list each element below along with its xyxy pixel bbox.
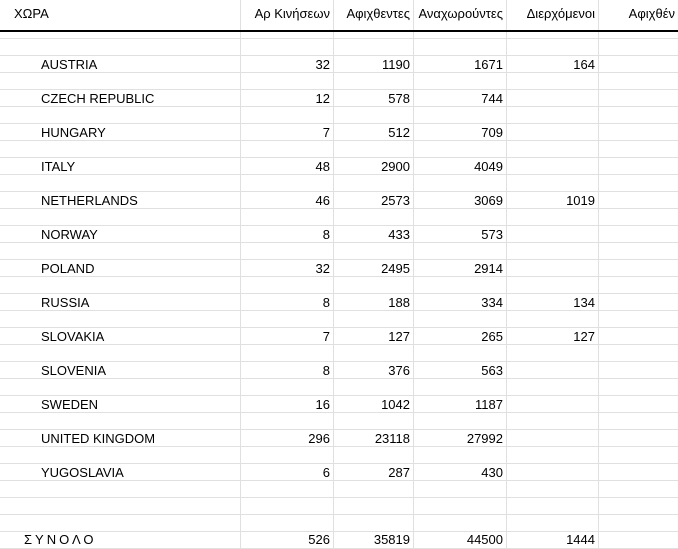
row-extra[interactable] [598, 328, 678, 345]
header-transit[interactable]: Διερχόμενοι [526, 6, 595, 21]
row-moves[interactable]: 16 [315, 397, 330, 412]
row-departed[interactable]: 709 [481, 125, 503, 140]
row-departed[interactable]: 3069 [474, 193, 503, 208]
row-country[interactable]: UNITED KINGDOM [41, 431, 156, 446]
row-departed[interactable]: 334 [481, 295, 503, 310]
row-arrived[interactable]: 188 [388, 295, 410, 310]
table-row [0, 260, 678, 277]
row-country[interactable]: ITALY [41, 159, 76, 174]
table-row [0, 294, 678, 311]
table-row [0, 124, 678, 141]
header-arrived[interactable]: Αφιχθεντες [346, 6, 410, 21]
row-transit[interactable]: 164 [573, 57, 595, 72]
row-moves[interactable]: 8 [322, 227, 330, 242]
row-country[interactable]: POLAND [41, 261, 95, 276]
row-transit[interactable]: 127 [573, 329, 595, 344]
row-extra[interactable] [598, 362, 678, 379]
row-transit[interactable]: 1019 [566, 193, 595, 208]
table-row [0, 362, 678, 379]
total-arrived[interactable]: 35819 [373, 532, 410, 547]
row-moves[interactable]: 6 [322, 465, 330, 480]
row-extra[interactable] [598, 90, 678, 107]
row-arrived[interactable]: 287 [388, 465, 410, 480]
total-moves[interactable]: 526 [308, 532, 330, 547]
row-moves[interactable]: 48 [315, 159, 330, 174]
row-country[interactable]: SWEDEN [41, 397, 99, 412]
total-label[interactable]: ΣΥΝΟΛΟ [24, 532, 97, 547]
row-transit[interactable] [506, 464, 598, 481]
row-arrived[interactable]: 376 [388, 363, 410, 378]
row-transit[interactable] [506, 90, 598, 107]
row-extra[interactable] [598, 56, 678, 73]
table-row [0, 328, 678, 345]
row-moves[interactable]: 12 [315, 91, 330, 106]
table-row [0, 226, 678, 243]
row-transit[interactable] [506, 260, 598, 277]
row-departed[interactable]: 563 [481, 363, 503, 378]
header-divider [0, 30, 678, 32]
header-country[interactable]: ΧΩΡΑ [14, 6, 49, 21]
total-departed[interactable]: 44500 [466, 532, 503, 547]
row-transit[interactable] [506, 430, 598, 447]
grid-row-line [0, 38, 678, 39]
row-country[interactable]: SLOVENIA [41, 363, 107, 378]
header-departed[interactable]: Αναχωρούντες [418, 6, 503, 21]
row-extra[interactable] [598, 464, 678, 481]
row-extra[interactable] [598, 124, 678, 141]
row-country[interactable]: HUNGARY [41, 125, 106, 140]
row-extra[interactable] [598, 260, 678, 277]
row-transit[interactable] [506, 124, 598, 141]
row-arrived[interactable]: 512 [388, 125, 410, 140]
total-row [0, 531, 678, 548]
row-transit[interactable]: 134 [573, 295, 595, 310]
row-departed[interactable]: 573 [481, 227, 503, 242]
row-arrived[interactable]: 23118 [374, 431, 410, 446]
row-moves[interactable]: 296 [308, 431, 330, 446]
grid-row-line [0, 514, 678, 515]
table-row [0, 396, 678, 413]
row-extra[interactable] [598, 396, 678, 413]
row-extra[interactable] [598, 294, 678, 311]
row-country[interactable]: NETHERLANDS [41, 193, 138, 208]
row-arrived[interactable]: 578 [388, 91, 410, 106]
row-departed[interactable]: 4049 [474, 159, 503, 174]
row-moves[interactable]: 7 [322, 125, 330, 140]
row-transit[interactable] [506, 396, 598, 413]
row-moves[interactable]: 7 [322, 329, 330, 344]
row-extra[interactable] [598, 192, 678, 209]
table-row [0, 192, 678, 209]
row-arrived[interactable]: 2495 [381, 261, 410, 276]
row-departed[interactable]: 2914 [474, 261, 503, 276]
table-row [0, 430, 678, 447]
header-moves[interactable]: Αρ Κινήσεων [254, 6, 330, 21]
row-departed[interactable]: 430 [481, 465, 503, 480]
table-row [0, 158, 678, 175]
row-arrived[interactable]: 433 [388, 227, 410, 242]
row-departed[interactable]: 27992 [466, 431, 503, 446]
row-arrived[interactable]: 2900 [381, 159, 410, 174]
header-extra[interactable]: Αφιχθέν [628, 6, 675, 21]
row-arrived[interactable]: 1042 [381, 397, 410, 412]
total-extra[interactable] [598, 531, 678, 548]
row-extra[interactable] [598, 226, 678, 243]
row-departed[interactable]: 1187 [475, 397, 503, 412]
row-moves[interactable]: 8 [322, 363, 330, 378]
row-moves[interactable]: 46 [315, 193, 330, 208]
row-country[interactable]: SLOVAKIA [41, 329, 105, 344]
grid-row-line [0, 497, 678, 498]
row-transit[interactable] [506, 226, 598, 243]
table-row [0, 90, 678, 107]
row-country[interactable]: YUGOSLAVIA [41, 465, 124, 480]
row-country[interactable]: NORWAY [41, 227, 98, 242]
table-row [0, 464, 678, 481]
row-extra[interactable] [598, 158, 678, 175]
row-departed[interactable]: 265 [481, 329, 503, 344]
row-country[interactable]: AUSTRIA [41, 57, 98, 72]
row-moves[interactable]: 8 [322, 295, 330, 310]
row-arrived[interactable]: 1190 [382, 57, 410, 72]
row-extra[interactable] [598, 430, 678, 447]
row-transit[interactable] [506, 362, 598, 379]
row-moves[interactable]: 32 [315, 57, 330, 72]
row-country[interactable]: RUSSIA [41, 295, 90, 310]
row-country[interactable]: CZECH REPUBLIC [41, 91, 155, 106]
row-transit[interactable] [506, 158, 598, 175]
row-departed[interactable]: 1671 [474, 57, 503, 72]
table-row [0, 56, 678, 73]
row-arrived[interactable]: 2573 [381, 193, 410, 208]
row-moves[interactable]: 32 [315, 261, 330, 276]
row-arrived[interactable]: 127 [388, 329, 410, 344]
total-transit[interactable]: 1444 [566, 532, 595, 547]
row-departed[interactable]: 744 [481, 91, 503, 106]
header-row [0, 6, 678, 23]
